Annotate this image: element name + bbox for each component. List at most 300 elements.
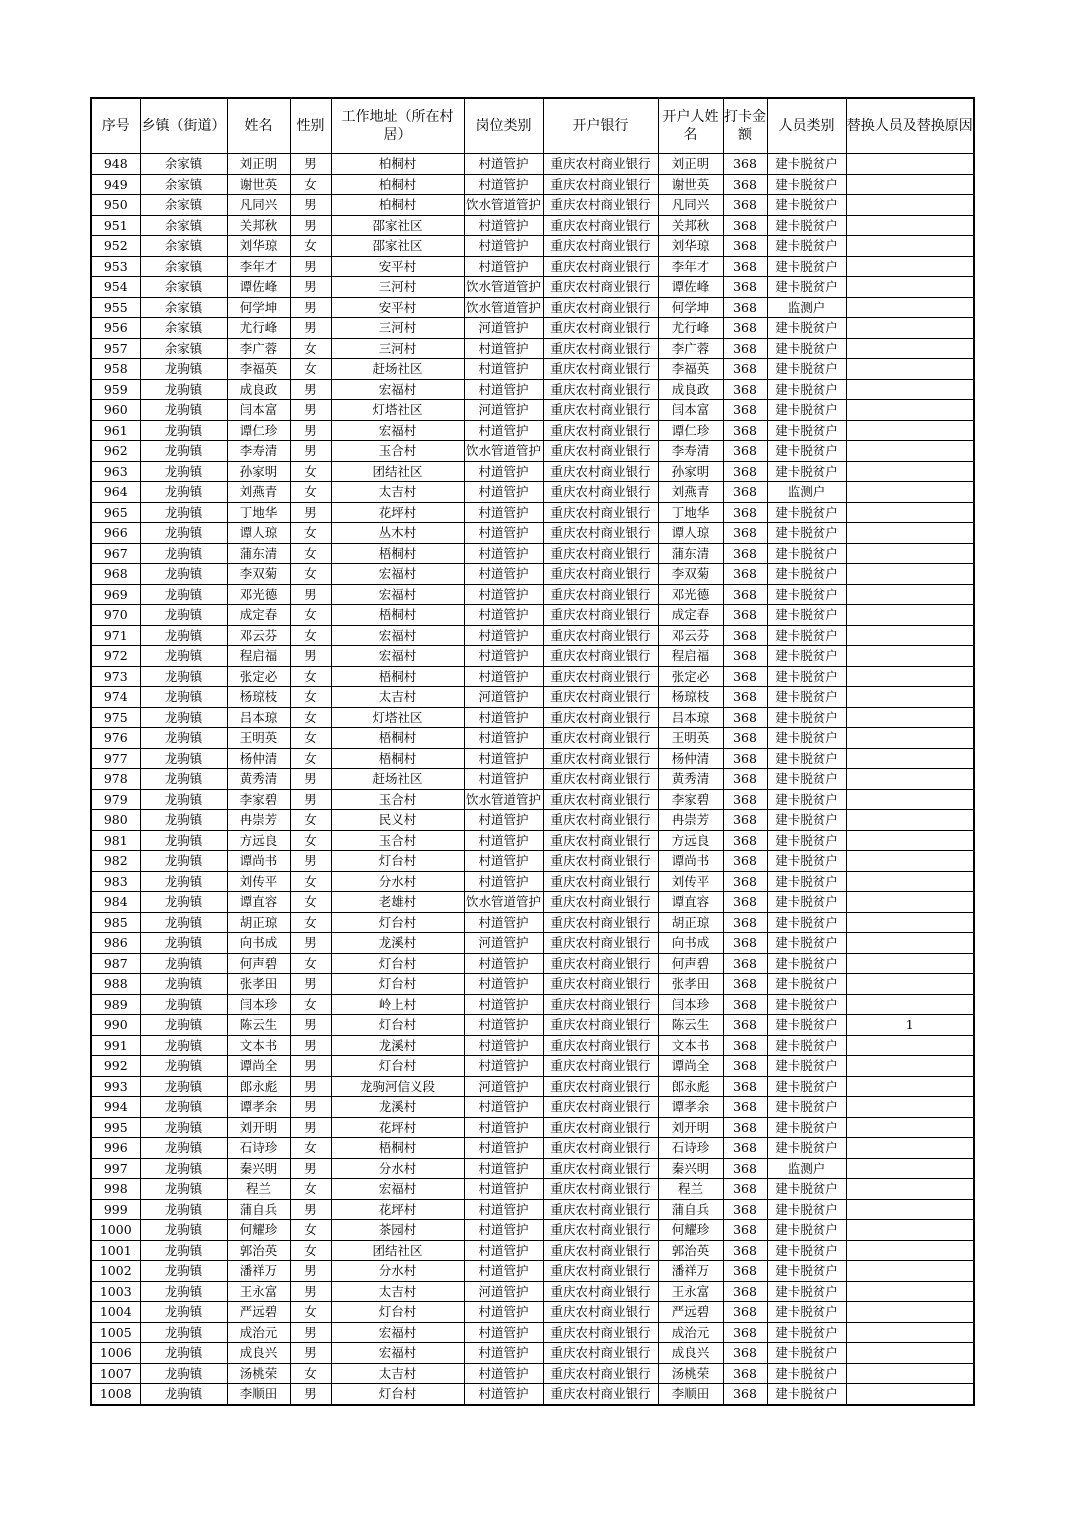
- cell-address: 邵家社区: [331, 215, 464, 236]
- cell-amount: 368: [723, 605, 767, 626]
- cell-town: 龙驹镇: [140, 892, 227, 913]
- table-row: [91, 1384, 974, 1405]
- cell-person-type: 建卡脱贫户: [767, 810, 846, 831]
- cell-seq: 1006: [91, 1343, 140, 1364]
- cell-name: 李顺田: [227, 1384, 290, 1405]
- cell-seq: 965: [91, 502, 140, 523]
- cell-account-name: 黄秀清: [658, 769, 723, 790]
- cell-gender: 男: [290, 195, 331, 216]
- cell-post-type: 村道管护: [464, 810, 543, 831]
- cell-account-name: 杨仲清: [658, 748, 723, 769]
- cell-bank: 重庆农村商业银行: [543, 953, 658, 974]
- cell-name: 谭人琼: [227, 523, 290, 544]
- cell-gender: 男: [290, 502, 331, 523]
- cell-replacement: [846, 625, 974, 646]
- cell-town: 余家镇: [140, 256, 227, 277]
- cell-address: 灯台村: [331, 974, 464, 995]
- cell-amount: 368: [723, 871, 767, 892]
- cell-seq: 948: [91, 154, 140, 175]
- cell-seq: 953: [91, 256, 140, 277]
- table-row: [91, 789, 974, 810]
- cell-post-type: 河道管护: [464, 1076, 543, 1097]
- cell-person-type: 建卡脱贫户: [767, 1384, 846, 1405]
- column-header-town: 乡镇（街道）: [140, 98, 227, 154]
- cell-account-name: 秦兴明: [658, 1158, 723, 1179]
- cell-seq: 966: [91, 523, 140, 544]
- cell-account-name: 谭佐峰: [658, 277, 723, 298]
- cell-bank: 重庆农村商业银行: [543, 174, 658, 195]
- cell-replacement: [846, 1138, 974, 1159]
- cell-name: 蒲东清: [227, 543, 290, 564]
- cell-bank: 重庆农村商业银行: [543, 1199, 658, 1220]
- cell-account-name: 凡同兴: [658, 195, 723, 216]
- cell-bank: 重庆农村商业银行: [543, 1076, 658, 1097]
- cell-post-type: 饮水管道管护: [464, 195, 543, 216]
- cell-gender: 男: [290, 1117, 331, 1138]
- cell-replacement: [846, 1117, 974, 1138]
- cell-account-name: 蒲东清: [658, 543, 723, 564]
- cell-gender: 男: [290, 1343, 331, 1364]
- table-row: [91, 318, 974, 339]
- cell-name: 尤行峰: [227, 318, 290, 339]
- cell-person-type: 建卡脱贫户: [767, 953, 846, 974]
- cell-bank: 重庆农村商业银行: [543, 215, 658, 236]
- cell-gender: 男: [290, 1035, 331, 1056]
- cell-replacement: [846, 318, 974, 339]
- cell-post-type: 村道管护: [464, 851, 543, 872]
- cell-name: 冉崇芳: [227, 810, 290, 831]
- cell-replacement: [846, 543, 974, 564]
- cell-replacement: [846, 1179, 974, 1200]
- column-header-address: 工作地址（所在村居）: [331, 98, 464, 154]
- cell-town: 龙驹镇: [140, 666, 227, 687]
- cell-name: 关邦秋: [227, 215, 290, 236]
- cell-town: 龙驹镇: [140, 502, 227, 523]
- cell-name: 文本书: [227, 1035, 290, 1056]
- cell-address: 龙溪村: [331, 1035, 464, 1056]
- cell-account-name: 闫本富: [658, 400, 723, 421]
- cell-town: 龙驹镇: [140, 605, 227, 626]
- cell-name: 王明英: [227, 728, 290, 749]
- cell-town: 龙驹镇: [140, 564, 227, 585]
- cell-post-type: 村道管护: [464, 523, 543, 544]
- cell-person-type: 建卡脱贫户: [767, 420, 846, 441]
- cell-bank: 重庆农村商业银行: [543, 420, 658, 441]
- cell-town: 龙驹镇: [140, 687, 227, 708]
- cell-bank: 重庆农村商业银行: [543, 1384, 658, 1405]
- cell-name: 刘正明: [227, 154, 290, 175]
- cell-amount: 368: [723, 728, 767, 749]
- cell-town: 龙驹镇: [140, 420, 227, 441]
- cell-replacement: [846, 830, 974, 851]
- cell-replacement: [846, 400, 974, 421]
- cell-bank: 重庆农村商业银行: [543, 830, 658, 851]
- cell-gender: 女: [290, 1363, 331, 1384]
- cell-replacement: [846, 994, 974, 1015]
- cell-account-name: 李顺田: [658, 1384, 723, 1405]
- cell-account-name: 孙家明: [658, 461, 723, 482]
- cell-account-name: 李家碧: [658, 789, 723, 810]
- table-row: [91, 584, 974, 605]
- cell-replacement: [846, 728, 974, 749]
- cell-gender: 女: [290, 605, 331, 626]
- cell-account-name: 成良兴: [658, 1343, 723, 1364]
- table-row: [91, 338, 974, 359]
- cell-town: 龙驹镇: [140, 748, 227, 769]
- cell-address: 灯塔社区: [331, 707, 464, 728]
- cell-replacement: [846, 461, 974, 482]
- cell-gender: 女: [290, 687, 331, 708]
- cell-post-type: 村道管护: [464, 646, 543, 667]
- cell-bank: 重庆农村商业银行: [543, 400, 658, 421]
- cell-person-type: 建卡脱贫户: [767, 564, 846, 585]
- cell-post-type: 村道管护: [464, 215, 543, 236]
- cell-person-type: 建卡脱贫户: [767, 1199, 846, 1220]
- table-row: [91, 502, 974, 523]
- cell-post-type: 村道管护: [464, 154, 543, 175]
- cell-address: 梧桐村: [331, 666, 464, 687]
- cell-seq: 970: [91, 605, 140, 626]
- cell-account-name: 郭治英: [658, 1240, 723, 1261]
- cell-post-type: 村道管护: [464, 707, 543, 728]
- cell-account-name: 尤行峰: [658, 318, 723, 339]
- cell-town: 龙驹镇: [140, 912, 227, 933]
- cell-address: 灯台村: [331, 912, 464, 933]
- cell-account-name: 何耀珍: [658, 1220, 723, 1241]
- cell-address: 花坪村: [331, 502, 464, 523]
- cell-name: 孙家明: [227, 461, 290, 482]
- cell-person-type: 建卡脱贫户: [767, 523, 846, 544]
- cell-seq: 982: [91, 851, 140, 872]
- table-row: [91, 1240, 974, 1261]
- cell-gender: 男: [290, 420, 331, 441]
- cell-seq: 984: [91, 892, 140, 913]
- cell-person-type: 建卡脱贫户: [767, 933, 846, 954]
- cell-post-type: 村道管护: [464, 625, 543, 646]
- cell-bank: 重庆农村商业银行: [543, 728, 658, 749]
- table-row: [91, 195, 974, 216]
- cell-bank: 重庆农村商业银行: [543, 1158, 658, 1179]
- cell-amount: 368: [723, 933, 767, 954]
- cell-replacement: [846, 236, 974, 257]
- cell-seq: 952: [91, 236, 140, 257]
- cell-replacement: [846, 646, 974, 667]
- cell-amount: 368: [723, 789, 767, 810]
- cell-address: 梧桐村: [331, 728, 464, 749]
- cell-gender: 男: [290, 1076, 331, 1097]
- table-row: [91, 1281, 974, 1302]
- cell-name: 李双菊: [227, 564, 290, 585]
- cell-bank: 重庆农村商业银行: [543, 584, 658, 605]
- cell-name: 谭仁珍: [227, 420, 290, 441]
- cell-post-type: 饮水管道管护: [464, 297, 543, 318]
- cell-person-type: 建卡脱贫户: [767, 502, 846, 523]
- cell-amount: 368: [723, 502, 767, 523]
- table-row: [91, 564, 974, 585]
- cell-address: 柏桐村: [331, 154, 464, 175]
- cell-person-type: 建卡脱贫户: [767, 318, 846, 339]
- cell-account-name: 刘开明: [658, 1117, 723, 1138]
- cell-amount: 368: [723, 625, 767, 646]
- cell-name: 刘华琼: [227, 236, 290, 257]
- cell-gender: 男: [290, 1199, 331, 1220]
- cell-seq: 983: [91, 871, 140, 892]
- cell-amount: 368: [723, 748, 767, 769]
- cell-seq: 964: [91, 482, 140, 503]
- cell-town: 龙驹镇: [140, 584, 227, 605]
- cell-account-name: 刘华琼: [658, 236, 723, 257]
- cell-town: 龙驹镇: [140, 1076, 227, 1097]
- cell-name: 杨仲清: [227, 748, 290, 769]
- cell-gender: 男: [290, 400, 331, 421]
- table-row: [91, 830, 974, 851]
- cell-name: 严远碧: [227, 1302, 290, 1323]
- cell-replacement: [846, 1343, 974, 1364]
- cell-person-type: 建卡脱贫户: [767, 1281, 846, 1302]
- cell-address: 灯台村: [331, 1302, 464, 1323]
- cell-amount: 368: [723, 584, 767, 605]
- cell-bank: 重庆农村商业银行: [543, 1117, 658, 1138]
- cell-address: 玉合村: [331, 830, 464, 851]
- cell-address: 玉合村: [331, 789, 464, 810]
- cell-post-type: 村道管护: [464, 953, 543, 974]
- cell-town: 龙驹镇: [140, 769, 227, 790]
- cell-post-type: 河道管护: [464, 1281, 543, 1302]
- cell-address: 三河村: [331, 318, 464, 339]
- cell-name: 成良兴: [227, 1343, 290, 1364]
- cell-name: 谭佐峰: [227, 277, 290, 298]
- cell-post-type: 饮水管道管护: [464, 789, 543, 810]
- cell-town: 龙驹镇: [140, 359, 227, 380]
- cell-gender: 男: [290, 1097, 331, 1118]
- cell-amount: 368: [723, 379, 767, 400]
- cell-name: 郎永彪: [227, 1076, 290, 1097]
- cell-address: 龙溪村: [331, 933, 464, 954]
- cell-amount: 368: [723, 154, 767, 175]
- cell-name: 成治元: [227, 1322, 290, 1343]
- cell-person-type: 建卡脱贫户: [767, 851, 846, 872]
- cell-seq: 987: [91, 953, 140, 974]
- cell-bank: 重庆农村商业银行: [543, 1343, 658, 1364]
- cell-post-type: 河道管护: [464, 400, 543, 421]
- cell-person-type: 建卡脱贫户: [767, 461, 846, 482]
- cell-post-type: 村道管护: [464, 420, 543, 441]
- cell-gender: 男: [290, 584, 331, 605]
- cell-person-type: 建卡脱贫户: [767, 154, 846, 175]
- cell-post-type: 村道管护: [464, 543, 543, 564]
- cell-person-type: 建卡脱贫户: [767, 359, 846, 380]
- cell-address: 太吉村: [331, 687, 464, 708]
- cell-seq: 972: [91, 646, 140, 667]
- cell-person-type: 建卡脱贫户: [767, 1035, 846, 1056]
- cell-amount: 368: [723, 543, 767, 564]
- cell-seq: 1005: [91, 1322, 140, 1343]
- cell-name: 谭直容: [227, 892, 290, 913]
- cell-gender: 男: [290, 1056, 331, 1077]
- cell-address: 丛木村: [331, 523, 464, 544]
- cell-seq: 978: [91, 769, 140, 790]
- cell-post-type: 饮水管道管护: [464, 277, 543, 298]
- cell-replacement: [846, 1322, 974, 1343]
- cell-name: 刘传平: [227, 871, 290, 892]
- cell-amount: 368: [723, 1343, 767, 1364]
- table-row: [91, 359, 974, 380]
- cell-town: 龙驹镇: [140, 1322, 227, 1343]
- table-row: [91, 851, 974, 872]
- cell-post-type: 村道管护: [464, 1302, 543, 1323]
- cell-town: 余家镇: [140, 215, 227, 236]
- cell-bank: 重庆农村商业银行: [543, 318, 658, 339]
- cell-address: 宏福村: [331, 379, 464, 400]
- cell-replacement: [846, 379, 974, 400]
- cell-gender: 女: [290, 236, 331, 257]
- cell-address: 宏福村: [331, 584, 464, 605]
- table-row: [91, 707, 974, 728]
- cell-bank: 重庆农村商业银行: [543, 523, 658, 544]
- table-row: [91, 441, 974, 462]
- cell-post-type: 村道管护: [464, 256, 543, 277]
- cell-bank: 重庆农村商业银行: [543, 871, 658, 892]
- cell-account-name: 张定必: [658, 666, 723, 687]
- cell-name: 潘祥万: [227, 1261, 290, 1282]
- cell-bank: 重庆农村商业银行: [543, 461, 658, 482]
- cell-address: 岭上村: [331, 994, 464, 1015]
- column-header-replacement: 替换人员及替换原因: [846, 98, 974, 154]
- cell-name: 李福英: [227, 359, 290, 380]
- cell-name: 谭尚书: [227, 851, 290, 872]
- cell-account-name: 石诗珍: [658, 1138, 723, 1159]
- cell-name: 胡正琼: [227, 912, 290, 933]
- cell-gender: 女: [290, 461, 331, 482]
- cell-seq: 951: [91, 215, 140, 236]
- cell-amount: 368: [723, 1179, 767, 1200]
- cell-bank: 重庆农村商业银行: [543, 1220, 658, 1241]
- cell-replacement: [846, 707, 974, 728]
- cell-bank: 重庆农村商业银行: [543, 1056, 658, 1077]
- cell-account-name: 闫本珍: [658, 994, 723, 1015]
- cell-address: 太吉村: [331, 1363, 464, 1384]
- cell-address: 团结社区: [331, 1240, 464, 1261]
- cell-bank: 重庆农村商业银行: [543, 974, 658, 995]
- cell-post-type: 村道管护: [464, 461, 543, 482]
- cell-account-name: 程兰: [658, 1179, 723, 1200]
- cell-town: 余家镇: [140, 318, 227, 339]
- cell-seq: 988: [91, 974, 140, 995]
- cell-name: 成定春: [227, 605, 290, 626]
- cell-person-type: 建卡脱贫户: [767, 195, 846, 216]
- cell-bank: 重庆农村商业银行: [543, 707, 658, 728]
- cell-post-type: 村道管护: [464, 974, 543, 995]
- cell-seq: 975: [91, 707, 140, 728]
- cell-town: 龙驹镇: [140, 523, 227, 544]
- cell-seq: 956: [91, 318, 140, 339]
- cell-amount: 368: [723, 174, 767, 195]
- cell-name: 陈云生: [227, 1015, 290, 1036]
- cell-name: 方远良: [227, 830, 290, 851]
- table-row: [91, 892, 974, 913]
- cell-seq: 997: [91, 1158, 140, 1179]
- cell-gender: 男: [290, 318, 331, 339]
- cell-account-name: 王永富: [658, 1281, 723, 1302]
- cell-person-type: 建卡脱贫户: [767, 256, 846, 277]
- cell-amount: 368: [723, 1322, 767, 1343]
- cell-gender: 女: [290, 174, 331, 195]
- table-row: [91, 297, 974, 318]
- cell-seq: 992: [91, 1056, 140, 1077]
- cell-post-type: 村道管护: [464, 1220, 543, 1241]
- cell-seq: 959: [91, 379, 140, 400]
- cell-account-name: 李寿清: [658, 441, 723, 462]
- cell-person-type: 建卡脱贫户: [767, 789, 846, 810]
- cell-amount: 368: [723, 892, 767, 913]
- table-row: [91, 543, 974, 564]
- cell-replacement: [846, 523, 974, 544]
- cell-amount: 368: [723, 1035, 767, 1056]
- cell-gender: 男: [290, 646, 331, 667]
- cell-account-name: 成定春: [658, 605, 723, 626]
- cell-seq: 977: [91, 748, 140, 769]
- cell-replacement: [846, 277, 974, 298]
- cell-amount: 368: [723, 195, 767, 216]
- cell-gender: 女: [290, 912, 331, 933]
- cell-address: 宏福村: [331, 564, 464, 585]
- table-row: [91, 379, 974, 400]
- cell-bank: 重庆农村商业银行: [543, 277, 658, 298]
- cell-town: 龙驹镇: [140, 789, 227, 810]
- cell-person-type: 建卡脱贫户: [767, 625, 846, 646]
- cell-post-type: 村道管护: [464, 666, 543, 687]
- table-row: [91, 1302, 974, 1323]
- cell-address: 分水村: [331, 871, 464, 892]
- cell-name: 张孝田: [227, 974, 290, 995]
- table-row: [91, 953, 974, 974]
- cell-account-name: 文本书: [658, 1035, 723, 1056]
- cell-post-type: 村道管护: [464, 338, 543, 359]
- cell-seq: 971: [91, 625, 140, 646]
- table-row: [91, 1076, 974, 1097]
- cell-seq: 958: [91, 359, 140, 380]
- cell-post-type: 村道管护: [464, 1179, 543, 1200]
- cell-post-type: 村道管护: [464, 502, 543, 523]
- column-header-seq: 序号: [91, 98, 140, 154]
- cell-town: 龙驹镇: [140, 830, 227, 851]
- cell-replacement: [846, 174, 974, 195]
- cell-name: 谭尚全: [227, 1056, 290, 1077]
- cell-town: 龙驹镇: [140, 1056, 227, 1077]
- cell-name: 蒲自兵: [227, 1199, 290, 1220]
- table-row: [91, 1261, 974, 1282]
- cell-person-type: 监测户: [767, 1158, 846, 1179]
- cell-town: 龙驹镇: [140, 1035, 227, 1056]
- cell-post-type: 饮水管道管护: [464, 892, 543, 913]
- cell-post-type: 村道管护: [464, 769, 543, 790]
- cell-amount: 368: [723, 359, 767, 380]
- cell-post-type: 村道管护: [464, 1158, 543, 1179]
- cell-gender: 女: [290, 338, 331, 359]
- cell-amount: 368: [723, 564, 767, 585]
- cell-seq: 993: [91, 1076, 140, 1097]
- cell-replacement: [846, 1035, 974, 1056]
- cell-bank: 重庆农村商业银行: [543, 195, 658, 216]
- cell-bank: 重庆农村商业银行: [543, 687, 658, 708]
- cell-post-type: 河道管护: [464, 687, 543, 708]
- cell-amount: 368: [723, 769, 767, 790]
- cell-account-name: 邓云芬: [658, 625, 723, 646]
- cell-person-type: 建卡脱贫户: [767, 605, 846, 626]
- cell-gender: 男: [290, 933, 331, 954]
- cell-address: 灯台村: [331, 1056, 464, 1077]
- cell-seq: 998: [91, 1179, 140, 1200]
